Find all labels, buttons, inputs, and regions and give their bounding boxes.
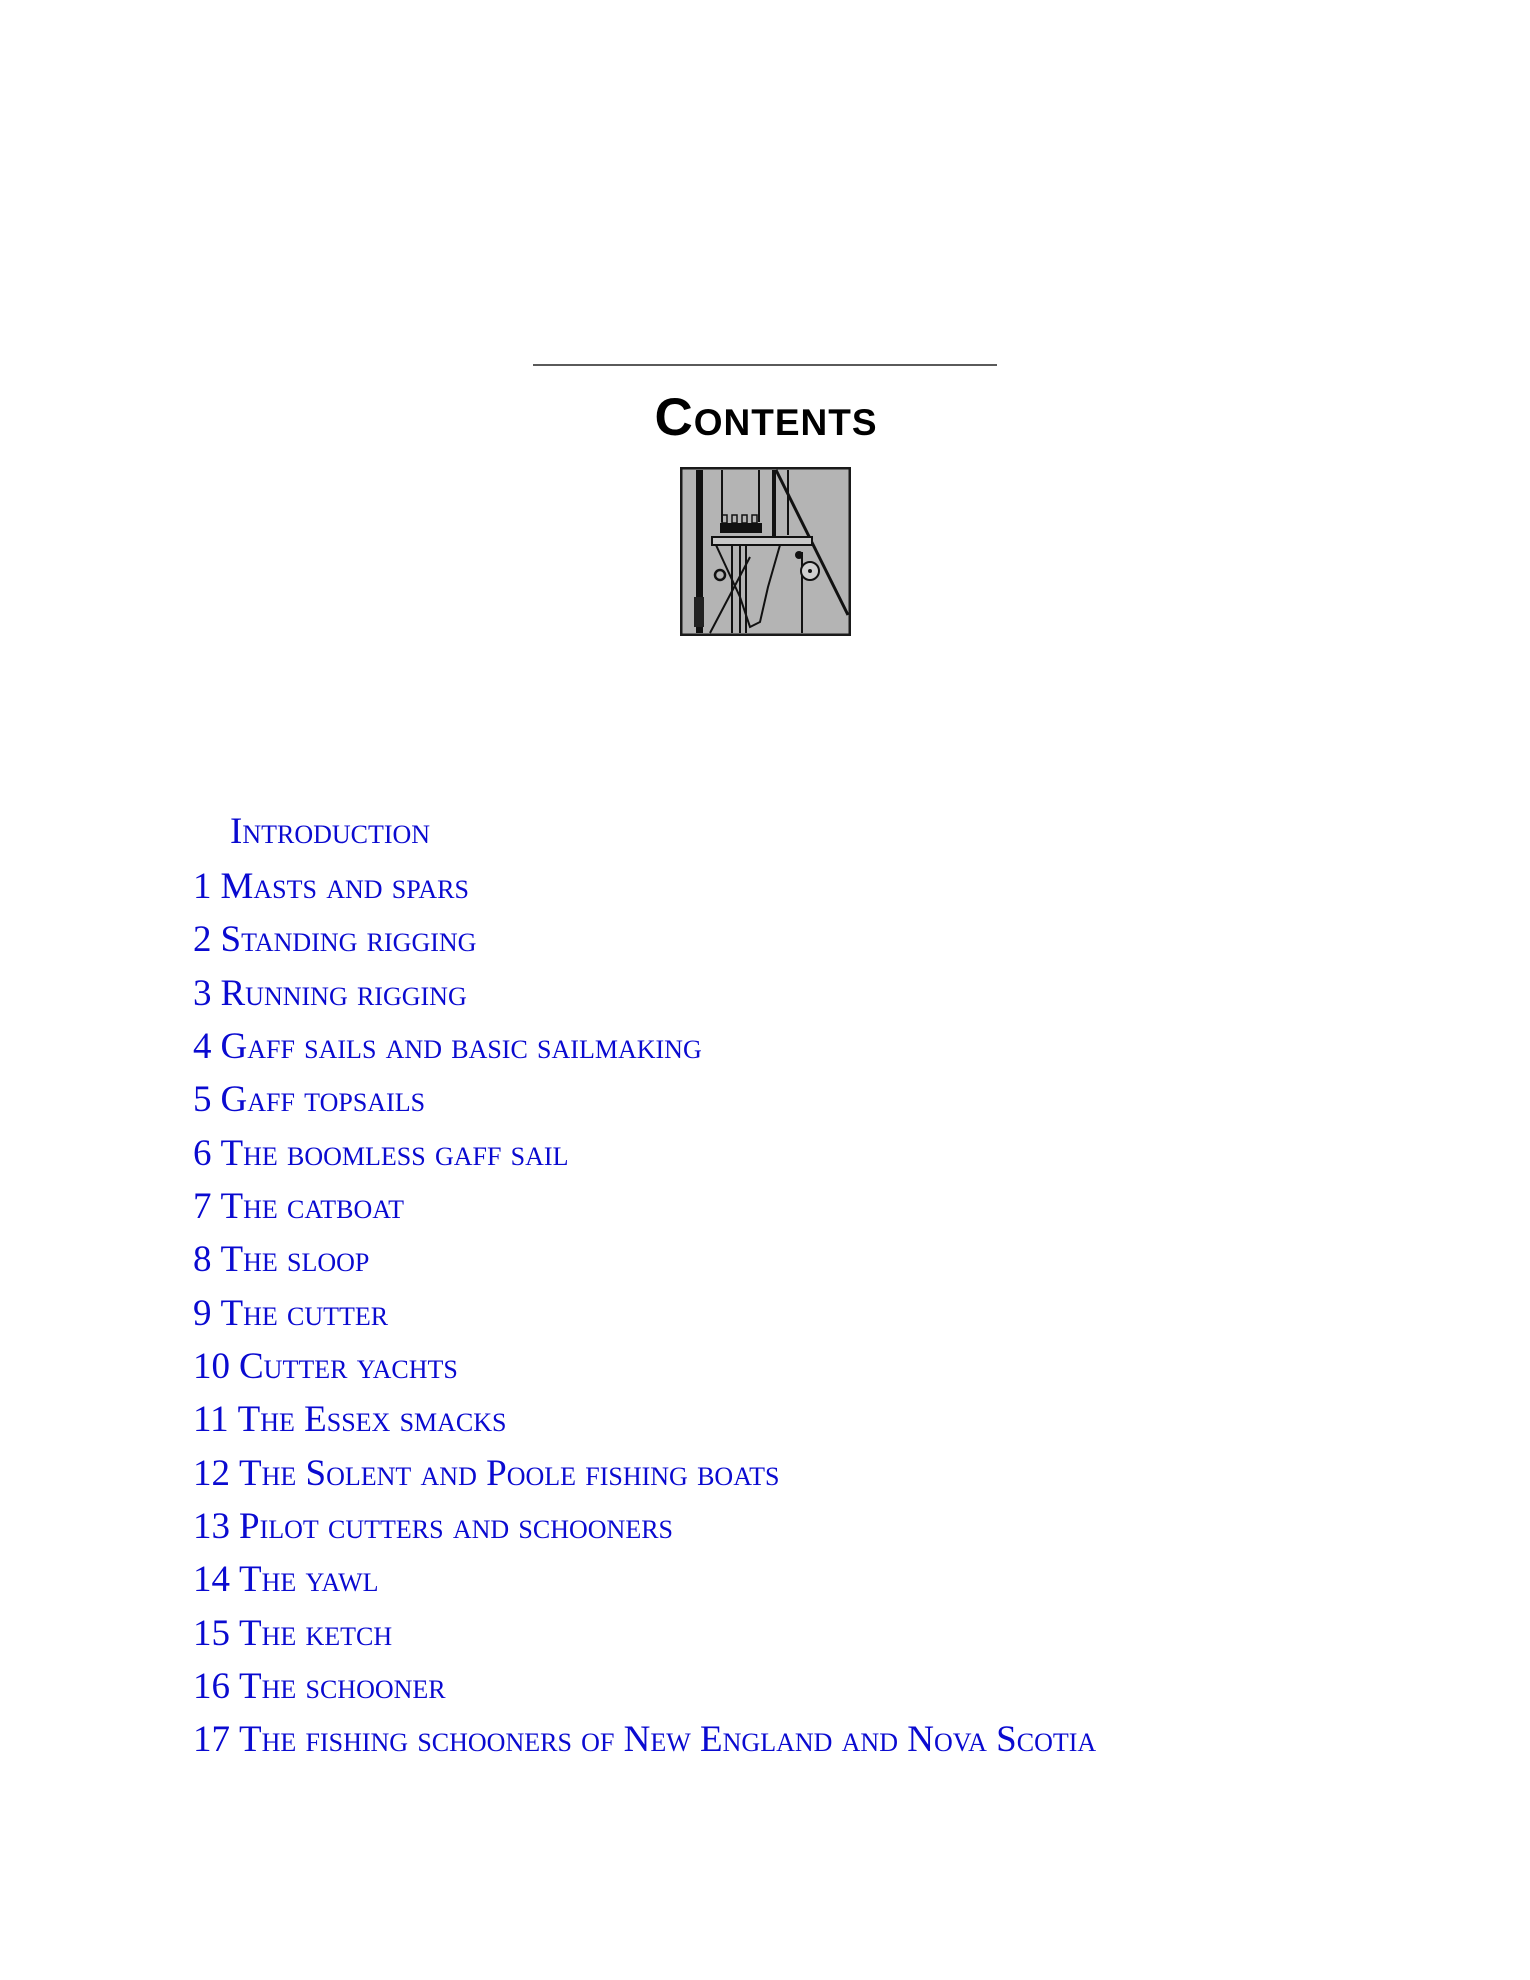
- toc-label: Masts and spars: [220, 866, 469, 907]
- toc-link-chapter-5[interactable]: [193, 1080, 425, 1120]
- toc-label: Running rigging: [220, 973, 467, 1014]
- title-rule: [533, 364, 997, 366]
- toc-number: 3: [193, 973, 212, 1014]
- rigging-illustration: [680, 467, 851, 636]
- toc-link-chapter-11[interactable]: [193, 1400, 507, 1440]
- toc-number: 17: [193, 1719, 230, 1760]
- toc-number: 9: [193, 1293, 212, 1334]
- toc-label: Cutter yachts: [239, 1346, 458, 1387]
- toc-number: 2: [193, 919, 212, 960]
- toc-label: The schooner: [239, 1666, 446, 1707]
- toc-link-chapter-4[interactable]: [193, 1027, 702, 1067]
- toc-number: 8: [193, 1239, 212, 1280]
- toc-label: The Solent and Poole fishing boats: [239, 1453, 780, 1494]
- toc-link-chapter-13[interactable]: [193, 1507, 673, 1547]
- toc-label: The cutter: [220, 1293, 389, 1334]
- toc-label: Gaff topsails: [220, 1079, 426, 1120]
- toc-link-chapter-12[interactable]: [193, 1454, 779, 1494]
- toc-link-chapter-1[interactable]: [193, 867, 469, 907]
- toc-number: 10: [193, 1346, 230, 1387]
- rigging-illustration-icon: [680, 467, 851, 636]
- toc-label: Standing rigging: [220, 919, 477, 960]
- toc-number: 14: [193, 1559, 230, 1600]
- toc-label: The fishing schooners of New England and Nova Scotia: [239, 1719, 1097, 1760]
- toc-number: 6: [193, 1133, 212, 1174]
- toc-link-introduction[interactable]: [230, 812, 430, 852]
- toc-label: The catboat: [220, 1186, 405, 1227]
- toc-number: 1: [193, 866, 212, 907]
- toc-number: 12: [193, 1453, 230, 1494]
- toc-label: The Essex smacks: [237, 1399, 507, 1440]
- toc-link-chapter-10[interactable]: [193, 1347, 458, 1387]
- toc-number: 15: [193, 1613, 230, 1654]
- toc-link-chapter-14[interactable]: [193, 1560, 379, 1600]
- toc-link-chapter-3[interactable]: [193, 974, 467, 1014]
- toc-label: The boomless gaff sail: [220, 1133, 569, 1174]
- toc-link-chapter-7[interactable]: [193, 1187, 404, 1227]
- page-title: Contents: [654, 388, 878, 447]
- toc-link-chapter-9[interactable]: [193, 1294, 388, 1334]
- toc-link-chapter-2[interactable]: [193, 920, 476, 960]
- toc-number: 11: [193, 1399, 229, 1440]
- toc-label: The sloop: [220, 1239, 370, 1280]
- toc-link-chapter-8[interactable]: [193, 1240, 369, 1280]
- toc-label: Gaff sails and basic sailmaking: [220, 1026, 702, 1067]
- toc-label: The yawl: [239, 1559, 379, 1600]
- toc-link-chapter-16[interactable]: [193, 1667, 446, 1707]
- toc-number: 16: [193, 1666, 230, 1707]
- toc-label: Pilot cutters and schooners: [239, 1506, 674, 1547]
- toc-number: 13: [193, 1506, 230, 1547]
- toc-link-chapter-6[interactable]: [193, 1134, 568, 1174]
- toc-link-chapter-15[interactable]: [193, 1614, 392, 1654]
- toc-link-chapter-17[interactable]: [193, 1720, 1096, 1760]
- toc-number: 7: [193, 1186, 212, 1227]
- toc-number: 4: [193, 1026, 212, 1067]
- toc-number: 5: [193, 1079, 212, 1120]
- toc-label: Introduction: [230, 811, 431, 852]
- toc-label: The ketch: [239, 1613, 393, 1654]
